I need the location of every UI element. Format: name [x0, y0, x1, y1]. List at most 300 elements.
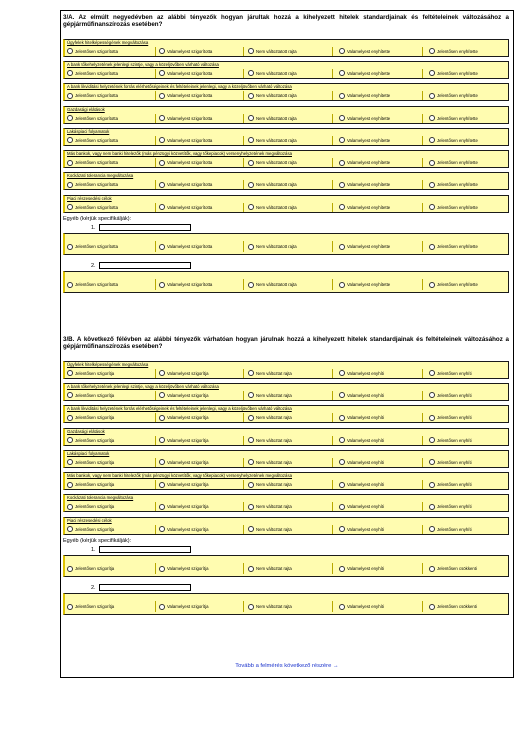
radio-option-label: Nem változtat rajta — [256, 566, 292, 571]
radio-button[interactable] — [339, 48, 345, 54]
factor-label: A bank tőkehelyzetének jelenlegi szintje, vagy a közeljövőben várható változása — [67, 383, 219, 389]
survey-form — [60, 10, 514, 678]
radio-option[interactable] — [159, 136, 212, 145]
radio-button[interactable] — [248, 48, 254, 54]
radio-group — [67, 47, 506, 56]
radio-option-label: Valamelyest enyhítette — [347, 115, 391, 121]
radio-button[interactable] — [339, 459, 345, 465]
radio-option[interactable] — [248, 391, 292, 400]
radio-option[interactable] — [248, 279, 297, 290]
radio-button[interactable] — [248, 370, 254, 376]
radio-option[interactable] — [429, 436, 472, 445]
radio-option[interactable] — [159, 114, 212, 123]
radio-option-label: Jelentősen enyhíti — [437, 504, 472, 510]
option-divider — [243, 203, 244, 212]
radio-option[interactable] — [67, 502, 114, 511]
radio-option[interactable] — [159, 480, 208, 489]
radio-option[interactable] — [339, 136, 390, 145]
radio-button[interactable] — [248, 482, 254, 488]
option-divider — [243, 413, 244, 422]
factor-row — [63, 517, 509, 535]
radio-option[interactable] — [429, 369, 472, 378]
option-divider — [155, 279, 156, 290]
radio-option[interactable] — [159, 525, 208, 534]
factor-row — [63, 150, 509, 168]
radio-option[interactable] — [339, 91, 390, 100]
radio-option[interactable] — [159, 391, 208, 400]
radio-option[interactable] — [67, 525, 114, 534]
radio-button[interactable] — [429, 48, 435, 54]
radio-button[interactable] — [159, 182, 165, 188]
radio-option-label: Valamelyest szigorítja — [167, 437, 209, 443]
radio-option[interactable] — [339, 480, 384, 489]
radio-button[interactable] — [159, 415, 165, 421]
radio-option[interactable] — [429, 601, 477, 612]
radio-option[interactable] — [429, 391, 472, 400]
option-divider — [422, 525, 423, 534]
factor-label: Kockázati tolerancia megváltozása — [67, 495, 134, 501]
radio-option[interactable] — [159, 563, 208, 574]
radio-option[interactable] — [248, 69, 297, 78]
radio-option-label: Jelentősen szigorítja — [75, 415, 115, 421]
factor-row — [63, 450, 509, 468]
radio-option[interactable] — [339, 391, 384, 400]
radio-option-label: Jelentősen enyhítette — [437, 182, 478, 188]
radio-button[interactable] — [248, 282, 254, 288]
radio-option[interactable] — [339, 114, 390, 123]
radio-option[interactable] — [159, 203, 212, 212]
radio-option[interactable] — [429, 114, 478, 123]
radio-button[interactable] — [429, 137, 435, 143]
radio-option[interactable] — [67, 136, 118, 145]
other-text-input[interactable] — [99, 546, 191, 553]
option-divider — [155, 458, 156, 467]
option-divider — [155, 158, 156, 167]
factor-label: Más bankok, vagy nem banki hitelezők (más pénzügyi közvetítők, vagy tőkepiacok) versenyhelyzetének megváltozása — [67, 473, 292, 479]
radio-option-label: Jelentősen szigorítja — [75, 459, 115, 465]
radio-option[interactable] — [339, 502, 384, 511]
radio-option-label: Jelentősen szigorította — [75, 137, 118, 143]
radio-button[interactable] — [67, 204, 73, 210]
radio-option[interactable] — [248, 601, 292, 612]
radio-button[interactable] — [429, 526, 435, 532]
radio-option-label: Valamelyest enyhíti — [347, 604, 384, 609]
radio-button[interactable] — [429, 204, 435, 210]
radio-button[interactable] — [339, 526, 345, 532]
radio-option[interactable] — [159, 91, 212, 100]
radio-button[interactable] — [159, 482, 165, 488]
radio-option[interactable] — [248, 502, 292, 511]
radio-option[interactable] — [429, 458, 472, 467]
radio-button[interactable] — [67, 370, 73, 376]
radio-button[interactable] — [339, 566, 345, 572]
radio-button[interactable] — [339, 244, 345, 250]
radio-option[interactable] — [429, 47, 478, 56]
radio-option[interactable] — [67, 369, 114, 378]
radio-option[interactable] — [429, 158, 478, 167]
radio-button[interactable] — [429, 160, 435, 166]
option-divider — [332, 136, 333, 145]
option-divider — [243, 601, 244, 612]
radio-option[interactable] — [339, 203, 390, 212]
radio-button[interactable] — [429, 566, 435, 572]
radio-option-label: Valamelyest szigorította — [167, 48, 213, 54]
radio-button[interactable] — [429, 370, 435, 376]
radio-button[interactable] — [339, 115, 345, 121]
radio-option[interactable] — [159, 502, 208, 511]
radio-group — [67, 525, 506, 534]
radio-button[interactable] — [429, 93, 435, 99]
radio-button[interactable] — [248, 415, 254, 421]
radio-button[interactable] — [159, 93, 165, 99]
factor-label: Lakáspiaci folyamatok — [67, 128, 110, 134]
radio-option-label: Jelentősen enyhíti — [437, 526, 472, 532]
radio-option[interactable] — [339, 458, 384, 467]
radio-option-label: Valamelyest enyhíti — [347, 392, 384, 398]
radio-option[interactable] — [248, 158, 297, 167]
radio-option-label: Jelentősen szigorította — [75, 160, 118, 166]
other-header: Egyéb (kérjük specifikálják): — [63, 538, 132, 544]
radio-button[interactable] — [159, 566, 165, 572]
radio-button[interactable] — [248, 459, 254, 465]
radio-button[interactable] — [67, 566, 73, 572]
radio-option[interactable] — [159, 436, 208, 445]
radio-button[interactable] — [67, 93, 73, 99]
factor-row — [63, 472, 509, 490]
radio-option-label: Valamelyest szigorította — [167, 244, 213, 249]
radio-option-label: Valamelyest enyhíti — [347, 526, 384, 532]
factor-label: A bank likviditási helyzetének forrás elérhetőségeinek és feltételeinek jelenlegi, vagy a közeljövőben várható változása — [67, 406, 292, 412]
radio-option[interactable] — [67, 241, 118, 252]
radio-option-label: Jelentősen szigorította — [75, 70, 118, 76]
radio-button[interactable] — [248, 392, 254, 398]
radio-button[interactable] — [67, 459, 73, 465]
radio-button[interactable] — [429, 392, 435, 398]
radio-button[interactable] — [429, 70, 435, 76]
radio-option[interactable] — [339, 601, 384, 612]
radio-button[interactable] — [159, 70, 165, 76]
radio-option[interactable] — [429, 203, 478, 212]
option-divider — [422, 436, 423, 445]
radio-button[interactable] — [159, 459, 165, 465]
radio-option[interactable] — [339, 180, 390, 189]
radio-button[interactable] — [339, 182, 345, 188]
other-row-options — [63, 233, 509, 255]
radio-button[interactable] — [67, 70, 73, 76]
radio-button[interactable] — [339, 282, 345, 288]
radio-option[interactable] — [339, 69, 390, 78]
radio-button[interactable] — [159, 604, 165, 610]
radio-option[interactable] — [429, 563, 477, 574]
radio-button[interactable] — [248, 182, 254, 188]
radio-group — [67, 413, 506, 422]
radio-button[interactable] — [429, 182, 435, 188]
radio-group — [67, 502, 506, 511]
radio-option[interactable] — [67, 47, 118, 56]
radio-button[interactable] — [67, 392, 73, 398]
radio-option[interactable] — [429, 525, 472, 534]
radio-option-label: Jelentősen szigorította — [75, 115, 118, 121]
factor-row — [63, 128, 509, 146]
option-divider — [422, 391, 423, 400]
option-divider — [332, 525, 333, 534]
option-divider — [422, 136, 423, 145]
radio-button[interactable] — [159, 392, 165, 398]
option-divider — [332, 480, 333, 489]
radio-option[interactable] — [429, 91, 478, 100]
radio-button[interactable] — [67, 437, 73, 443]
radio-option[interactable] — [248, 413, 292, 422]
radio-option[interactable] — [248, 563, 292, 574]
radio-button[interactable] — [429, 504, 435, 510]
radio-button[interactable] — [159, 137, 165, 143]
option-divider — [155, 180, 156, 189]
other-item — [91, 583, 191, 592]
radio-option-label: Valamelyest szigorítja — [167, 370, 209, 376]
radio-button[interactable] — [159, 48, 165, 54]
radio-option-label: Nem változtatott rajta — [256, 244, 297, 249]
radio-button[interactable] — [159, 370, 165, 376]
radio-button[interactable] — [339, 504, 345, 510]
radio-option[interactable] — [248, 436, 292, 445]
radio-option[interactable] — [339, 241, 390, 252]
radio-option-label: Valamelyest enyhítette — [347, 70, 391, 76]
radio-button[interactable] — [429, 459, 435, 465]
radio-button[interactable] — [248, 437, 254, 443]
radio-button[interactable] — [159, 244, 165, 250]
radio-group — [67, 391, 506, 400]
radio-option[interactable] — [67, 180, 118, 189]
radio-button[interactable] — [339, 70, 345, 76]
radio-option[interactable] — [159, 180, 212, 189]
radio-button[interactable] — [339, 204, 345, 210]
radio-button[interactable] — [67, 526, 73, 532]
radio-button[interactable] — [248, 526, 254, 532]
radio-option[interactable] — [159, 279, 212, 290]
radio-option-label: Nem változtat rajta — [256, 437, 292, 443]
radio-option-label: Valamelyest szigorította — [167, 204, 213, 210]
radio-option[interactable] — [248, 180, 297, 189]
option-divider — [243, 91, 244, 100]
option-divider — [155, 391, 156, 400]
radio-button[interactable] — [67, 504, 73, 510]
radio-option[interactable] — [67, 158, 118, 167]
radio-option[interactable] — [67, 91, 118, 100]
radio-option-label: Jelentősen enyhíti — [437, 482, 472, 488]
radio-button[interactable] — [248, 160, 254, 166]
radio-button[interactable] — [67, 160, 73, 166]
radio-option[interactable] — [67, 458, 114, 467]
radio-option[interactable] — [248, 136, 297, 145]
radio-option[interactable] — [248, 369, 292, 378]
radio-button[interactable] — [67, 137, 73, 143]
radio-button[interactable] — [339, 370, 345, 376]
radio-button[interactable] — [67, 604, 73, 610]
radio-button[interactable] — [248, 115, 254, 121]
radio-option[interactable] — [159, 158, 212, 167]
radio-button[interactable] — [339, 93, 345, 99]
radio-button[interactable] — [159, 204, 165, 210]
radio-option[interactable] — [67, 601, 114, 612]
radio-option[interactable] — [67, 391, 114, 400]
radio-option[interactable] — [248, 91, 297, 100]
option-divider — [155, 502, 156, 511]
radio-option[interactable] — [339, 525, 384, 534]
radio-option[interactable] — [67, 69, 118, 78]
radio-option[interactable] — [429, 279, 478, 290]
radio-option[interactable] — [248, 241, 297, 252]
radio-option-label: Valamelyest enyhíti — [347, 370, 384, 376]
radio-button[interactable] — [339, 160, 345, 166]
radio-button[interactable] — [429, 282, 435, 288]
radio-option[interactable] — [159, 241, 212, 252]
radio-button[interactable] — [159, 115, 165, 121]
radio-option[interactable] — [429, 180, 478, 189]
radio-button[interactable] — [248, 70, 254, 76]
radio-option[interactable] — [339, 413, 384, 422]
radio-option-label: Nem változtat rajta — [256, 459, 292, 465]
radio-option[interactable] — [67, 563, 114, 574]
radio-group — [67, 436, 506, 445]
radio-button[interactable] — [339, 137, 345, 143]
radio-option[interactable] — [248, 114, 297, 123]
next-section-link[interactable]: Tovább a felmérés következő részére → — [235, 663, 339, 669]
radio-option[interactable] — [429, 69, 478, 78]
radio-option-label: Jelentősen szigorítja — [75, 437, 115, 443]
radio-button[interactable] — [248, 604, 254, 610]
option-divider — [332, 279, 333, 290]
radio-option[interactable] — [67, 279, 118, 290]
option-divider — [422, 279, 423, 290]
other-item-number: 1. — [91, 224, 96, 231]
radio-button[interactable] — [429, 115, 435, 121]
radio-option[interactable] — [248, 203, 297, 212]
radio-button[interactable] — [429, 437, 435, 443]
radio-group — [67, 369, 506, 378]
radio-option[interactable] — [159, 69, 212, 78]
radio-button[interactable] — [248, 244, 254, 250]
radio-option-label: Jelentősen szigorítja — [75, 504, 115, 510]
radio-button[interactable] — [67, 115, 73, 121]
other-text-input[interactable] — [99, 224, 191, 231]
radio-button[interactable] — [429, 604, 435, 610]
option-divider — [155, 91, 156, 100]
radio-button[interactable] — [429, 482, 435, 488]
radio-option[interactable] — [67, 480, 114, 489]
radio-option-label: Jelentősen enyhítette — [437, 282, 478, 287]
radio-button[interactable] — [248, 137, 254, 143]
radio-button[interactable] — [67, 48, 73, 54]
radio-option[interactable] — [248, 47, 297, 56]
radio-button[interactable] — [67, 415, 73, 421]
other-text-input[interactable] — [99, 584, 191, 591]
radio-option[interactable] — [248, 458, 292, 467]
radio-option[interactable] — [248, 525, 292, 534]
radio-button[interactable] — [159, 437, 165, 443]
radio-option[interactable] — [339, 158, 390, 167]
radio-option-label: Nem változtatott rajta — [256, 93, 297, 99]
radio-option-label: Valamelyest enyhítette — [347, 137, 391, 143]
radio-button[interactable] — [248, 93, 254, 99]
radio-option[interactable] — [339, 369, 384, 378]
factor-row — [63, 195, 509, 213]
option-divider — [332, 563, 333, 574]
radio-button[interactable] — [248, 204, 254, 210]
radio-option[interactable] — [67, 436, 114, 445]
radio-option[interactable] — [67, 413, 114, 422]
radio-option-label: Jelentősen enyhítette — [437, 160, 478, 166]
radio-button[interactable] — [248, 504, 254, 510]
option-divider — [332, 114, 333, 123]
radio-button[interactable] — [159, 526, 165, 532]
radio-button[interactable] — [339, 604, 345, 610]
factor-label: Ügyfelek hitelképességének megváltozása — [67, 361, 149, 367]
radio-option-label: Jelentősen enyhíti — [437, 370, 472, 376]
radio-option[interactable] — [67, 114, 118, 123]
radio-option[interactable] — [429, 502, 472, 511]
radio-option-label: Valamelyest enyhítette — [347, 160, 391, 166]
option-divider — [332, 601, 333, 612]
radio-option[interactable] — [339, 436, 384, 445]
option-divider — [332, 241, 333, 252]
radio-option[interactable] — [159, 458, 208, 467]
radio-button[interactable] — [429, 244, 435, 250]
radio-option[interactable] — [339, 47, 390, 56]
radio-option[interactable] — [429, 480, 472, 489]
radio-option[interactable] — [159, 369, 208, 378]
radio-button[interactable] — [67, 244, 73, 250]
radio-option-label: Nem változtat rajta — [256, 526, 292, 532]
radio-option[interactable] — [429, 241, 478, 252]
radio-button[interactable] — [159, 282, 165, 288]
radio-option[interactable] — [248, 480, 292, 489]
radio-button[interactable] — [429, 415, 435, 421]
radio-option[interactable] — [429, 413, 472, 422]
option-divider — [155, 69, 156, 78]
radio-button[interactable] — [67, 282, 73, 288]
option-divider — [332, 413, 333, 422]
radio-option-label: Valamelyest enyhíti — [347, 415, 384, 421]
radio-button[interactable] — [159, 160, 165, 166]
radio-button[interactable] — [339, 437, 345, 443]
option-divider — [155, 480, 156, 489]
radio-button[interactable] — [248, 566, 254, 572]
radio-option[interactable] — [67, 203, 118, 212]
radio-button[interactable] — [159, 504, 165, 510]
radio-button[interactable] — [339, 415, 345, 421]
radio-option[interactable] — [159, 601, 208, 612]
radio-option-label: Jelentősen enyhíti — [437, 437, 472, 443]
radio-option-label: Valamelyest szigorította — [167, 93, 213, 99]
other-text-input[interactable] — [99, 262, 191, 269]
radio-option-label: Valamelyest enyhíti — [347, 566, 384, 571]
radio-option[interactable] — [159, 413, 208, 422]
radio-option[interactable] — [339, 279, 390, 290]
radio-option-label: Valamelyest enyhítette — [347, 204, 391, 210]
radio-option[interactable] — [429, 136, 478, 145]
radio-option-label: Jelentősen szigorította — [75, 48, 118, 54]
radio-button[interactable] — [67, 182, 73, 188]
other-item-number: 2. — [91, 262, 96, 269]
radio-option[interactable] — [159, 47, 212, 56]
option-divider — [332, 158, 333, 167]
radio-option-label: Jelentősen enyhíti — [437, 392, 472, 398]
radio-option[interactable] — [339, 563, 384, 574]
radio-button[interactable] — [339, 482, 345, 488]
radio-button[interactable] — [339, 392, 345, 398]
radio-option-label: Jelentősen csökkenti — [437, 566, 477, 571]
radio-button[interactable] — [67, 482, 73, 488]
